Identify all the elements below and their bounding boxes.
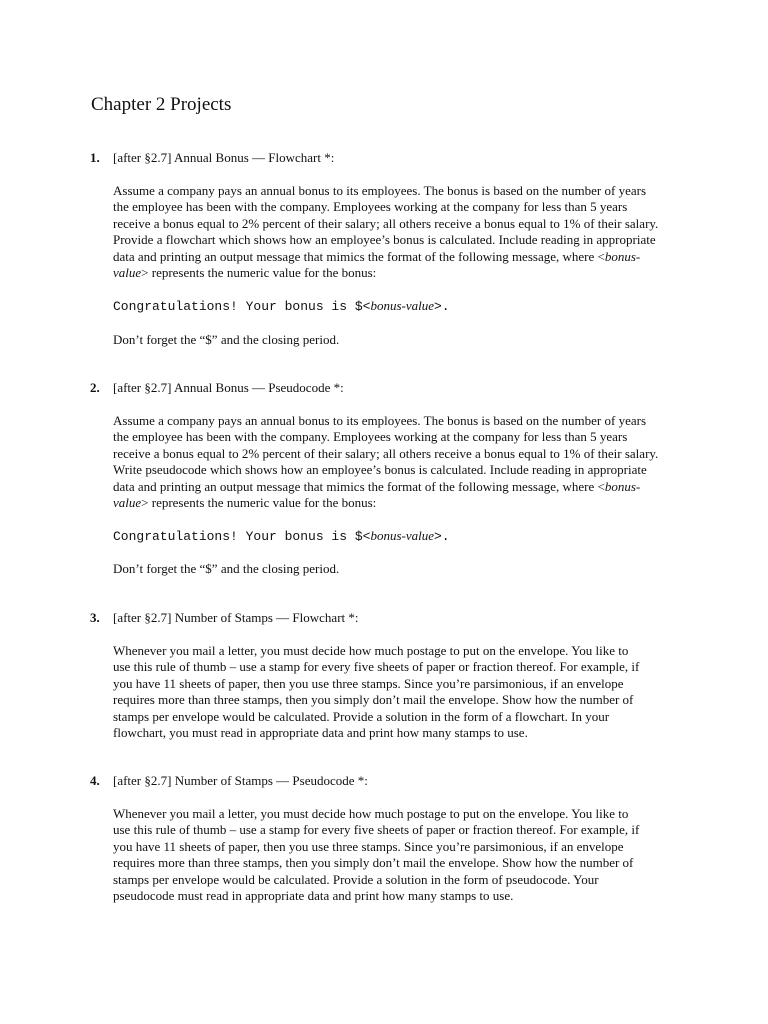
code-placeholder: bonus-value bbox=[370, 298, 434, 313]
description-line: use this rule of thumb – use a stamp for every five sheets of paper or fraction thereof. For example, if bbox=[113, 659, 640, 675]
project-heading: [after §2.7] Number of Stamps — Pseudocode *: bbox=[113, 773, 368, 788]
project-heading: [after §2.7] Number of Stamps — Flowchart *: bbox=[113, 610, 359, 625]
placeholder-text: bonus- bbox=[604, 478, 641, 494]
description-line bbox=[113, 479, 673, 495]
description-line: Whenever you mail a letter, you must decide how much postage to put on the envelope. You like to bbox=[113, 806, 629, 821]
description-text: > represents the numeric value for the bonus: bbox=[141, 495, 377, 511]
description-line: Provide a flowchart which shows how an employee’s bonus is calculated. Include reading in appropriate bbox=[113, 232, 656, 248]
project-note: Don’t forget the “$” and the closing period. bbox=[113, 332, 340, 347]
description-line: Assume a company pays an annual bonus to its employees. The bonus is based on the number of years bbox=[113, 413, 647, 428]
project-description bbox=[113, 183, 673, 281]
description-line bbox=[113, 249, 673, 265]
project-heading: [after §2.7] Annual Bonus — Flowchart *: bbox=[113, 150, 335, 165]
output-message-code bbox=[113, 528, 450, 545]
output-message-code bbox=[113, 298, 450, 315]
description-line: Write pseudocode which shows how an employee’s bonus is calculated. Include reading in appropriate bbox=[113, 462, 647, 478]
description-line: the employee has been with the company. Employees working at the company for less than 5 years bbox=[113, 199, 628, 215]
code-placeholder: bonus-value bbox=[370, 528, 434, 543]
project-description bbox=[113, 643, 673, 741]
code-text: Congratulations! Your bonus is $< bbox=[113, 529, 371, 544]
description-line: stamps per envelope would be calculated. Provide a solution in the form of a flowchart. In your bbox=[113, 708, 610, 724]
description-line: receive a bonus equal to 2% percent of their salary; all others receive a bonus equal to 1% of their salary. bbox=[113, 445, 659, 461]
description-line: pseudocode must read in appropriate data and print how many stamps to use. bbox=[113, 888, 514, 904]
project-heading: [after §2.7] Annual Bonus — Pseudocode *: bbox=[113, 380, 344, 395]
description-line: receive a bonus equal to 2% percent of their salary; all others receive a bonus equal to 1% of their salary. bbox=[113, 215, 659, 231]
placeholder-text: value bbox=[113, 265, 142, 281]
code-text: >. bbox=[434, 299, 450, 314]
description-line: use this rule of thumb – use a stamp for every five sheets of paper or fraction thereof. For example, if bbox=[113, 822, 640, 838]
description-line: you have 11 sheets of paper, then you use three stamps. Since you’re parsimonious, if an envelope bbox=[113, 838, 624, 854]
project-number: 1. bbox=[90, 150, 100, 165]
project-description bbox=[113, 806, 673, 904]
project-note: Don’t forget the “$” and the closing period. bbox=[113, 561, 340, 576]
description-line bbox=[113, 495, 673, 511]
placeholder-text: value bbox=[113, 495, 142, 511]
description-line: Whenever you mail a letter, you must decide how much postage to put on the envelope. You like to bbox=[113, 643, 629, 658]
project-description bbox=[113, 413, 673, 511]
description-line: Assume a company pays an annual bonus to its employees. The bonus is based on the number of years bbox=[113, 183, 647, 198]
project-number: 4. bbox=[90, 773, 100, 788]
description-line: flowchart, you must read in appropriate data and print how many stamps to use. bbox=[113, 725, 528, 741]
description-line: requires more than three stamps, then you simply don’t mail the envelope. Show how the number of bbox=[113, 692, 634, 708]
description-line: you have 11 sheets of paper, then you use three stamps. Since you’re parsimonious, if an envelope bbox=[113, 675, 624, 691]
description-line: stamps per envelope would be calculated. Provide a solution in the form of pseudocode. Your bbox=[113, 871, 599, 887]
code-text: >. bbox=[434, 529, 450, 544]
code-text: Congratulations! Your bonus is $< bbox=[113, 299, 371, 314]
description-line: the employee has been with the company. Employees working at the company for less than 5 years bbox=[113, 429, 628, 445]
chapter-title: Chapter 2 Projects bbox=[91, 94, 232, 115]
project-number: 3. bbox=[90, 610, 100, 625]
description-line: requires more than three stamps, then you simply don’t mail the envelope. Show how the number of bbox=[113, 855, 634, 871]
description-text: data and printing an output message that mimics the format of the following message, where < bbox=[113, 248, 605, 264]
placeholder-text: bonus- bbox=[604, 248, 641, 264]
project-number: 2. bbox=[90, 380, 100, 395]
description-text: > represents the numeric value for the bonus: bbox=[141, 265, 377, 281]
description-line bbox=[113, 265, 673, 281]
description-text: data and printing an output message that mimics the format of the following message, where < bbox=[113, 478, 605, 494]
